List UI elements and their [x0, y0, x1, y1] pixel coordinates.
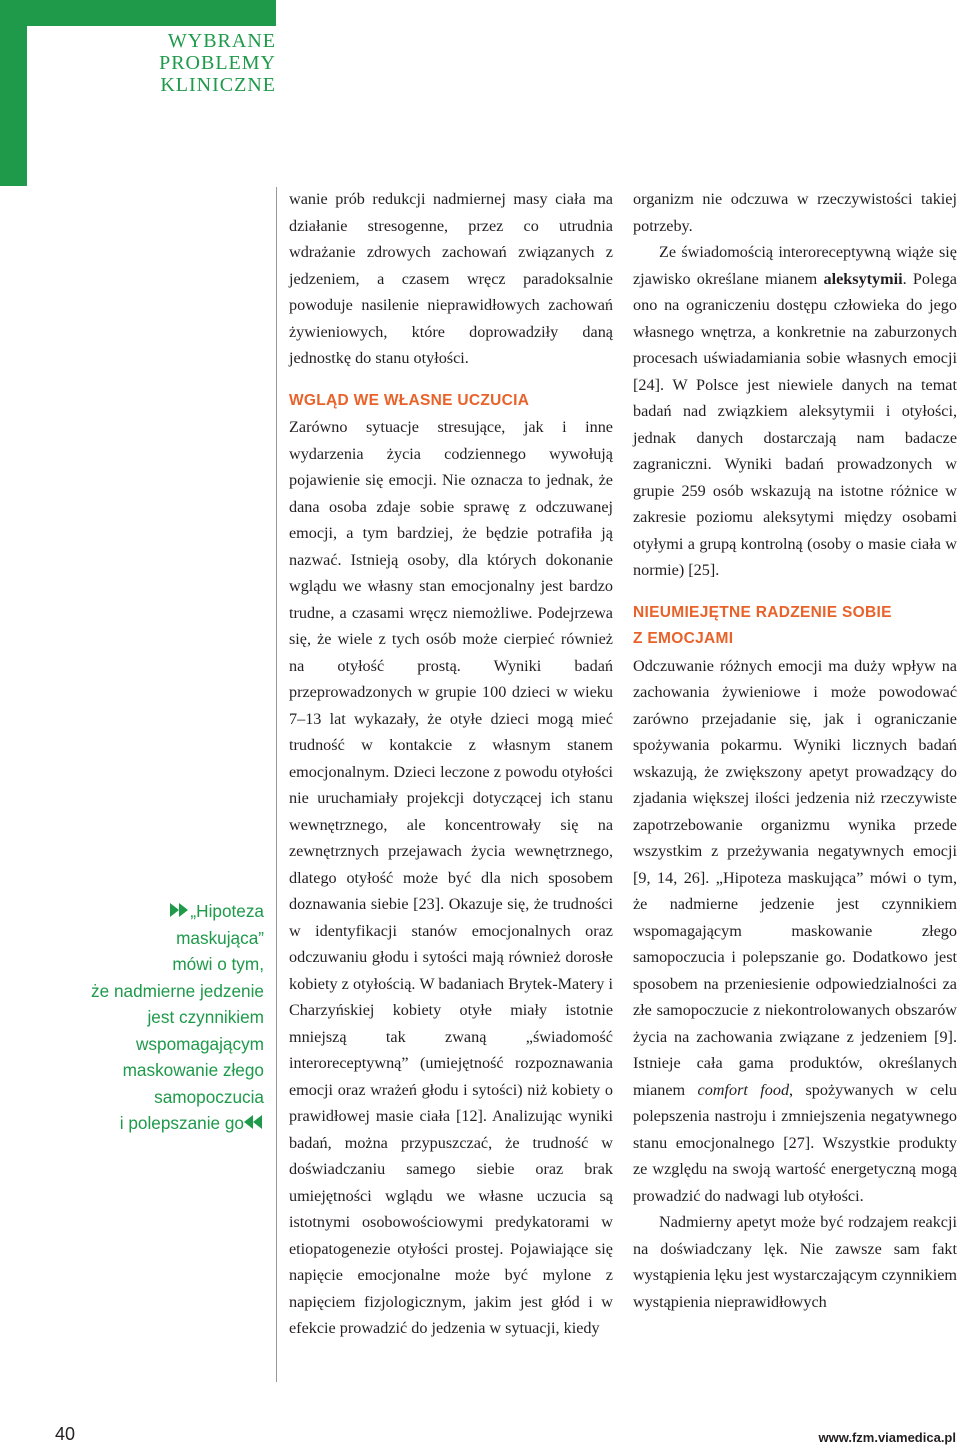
paragraph [633, 239, 957, 584]
pull-quote-line: jest czynnikiem [147, 1007, 264, 1027]
heading-line: NIEUMIEJĘTNE RADZENIE SOBIE [633, 603, 892, 621]
pull-quote-line: wspomagającym [136, 1033, 264, 1054]
footer-url: www.fzm.viamedica.pl [818, 1430, 956, 1445]
pull-quote-line: mówi o tym, [172, 954, 264, 974]
page-number: 40 [55, 1424, 76, 1444]
paragraph: Zarówno sytuacje stresujące, jak i inne wydarzenia życia codziennego wywołują pojawienie się emocji. Nie oznacza to jednak, że dana osoba zdaje sobie sprawę z odczuwanej emocji, a tym bardziej, że będzie potrafiła ją nazwać. Istnieją osoby, dla których dokonanie wglądu we własny stan emocjonalny jest bardzo trudne, a czasami wręcz niemożliwe. Podejrzewa się, że wiele z tych osób może cierpieć również na otyłość prostą. Wyniki badań przeprowadzonych w grupie 100 dzieci w wieku 7–13 lat wykazały, że otyłe dzieci mogą mieć trudność w kontakcie z własnym stanem emocjonalnym. Dzieci leczone z powodu otyłości nie uruchamiały projekcji dotyczącej ich stanu wewnętrznego, ale koncentrowały się na zewnętrznych przejawach życia wewnętrznego, dlatego otyłość może być dla nich sposobem doznawania siebie [23]. Okazuje się, że trudności w identyfikacji stanów emocjonalnych oraz odczuwaniu głodu i sytości mają również dorosłe kobiety z otyłością. W badaniach Brytek-Matery i Charzyńskiej kobiety otyłe miały istotnie mniejszą tak zwaną „świadomość interoreceptywną” (umiejętność rozpoznawania emocji oraz wrażeń głodu i sytości) niż kobiety o prawidłowej masie ciała [12]. Analizując wyniki badań, można przypuszczać, że trudność w doświadczaniu samego siebie oraz brak umiejętności wglądu we własne uczucia są istotnymi osobowościowymi predykatorami w etiopatogenezie otyłości prostej. Pojawiające się napięcie emocjonalne może być mylone z napięciem fizjologicznym, jakim jest głód i w efekcie prowadzić do jedzenia w sytuacji, kiedy [289, 418, 613, 1337]
paragraph: organizm nie odczuwa w rzeczywistości takiej potrzeby. [633, 190, 957, 235]
text-column-right [633, 186, 957, 1315]
green-side-bar [0, 0, 27, 186]
heading-line: Z EMOCJAMI [633, 630, 734, 647]
paragraph: Nadmierny apetyt może być rodzajem reakcji na doświadczany lęk. Nie zawsze sam fakt wystąpienia lęku jest wystarczającym czynnikiem wystąpienia nieprawidłowych [633, 1213, 957, 1311]
text-column-left [289, 186, 613, 1342]
pull-quote-line: maskowanie złego [122, 1060, 264, 1080]
paragraph [633, 653, 957, 1210]
pull-quote-line: i polepszanie go [119, 1113, 244, 1133]
bold-term: aleksytymii [823, 269, 903, 288]
paragraph: wanie prób redukcji nadmiernej masy ciała ma działanie stresogenne, przez co utrudnia wdrażanie zdrowych zachowań związanych z jedzeniem, a czasem wręcz paradoksalnie powoduje nasilenie nieprawidłowych zachowań żywieniowych, które doprowadziły daną jednostkę do stanu otyłości. [289, 190, 613, 367]
text-run: Ze świadomością interoreceptywną wiąże się zjawisko określane mianem [633, 243, 957, 288]
text-run: Odczuwanie różnych emocji ma duży wpływ na zachowania żywieniowe i może powodować zarówno przejadanie się, jak i ograniczanie spożywania pokarmu. Wyniki licznych badań wskazują, że zwiększony apetyt prowadzący do zjadania większej ilości jedzenia niż rzeczywiste zapotrzebowanie organizmu wynika przede wszystkim z przeżywania negatywnych emocji [9, 14, 26]. „Hipoteza maskująca” mówi o tym, że nadmierne jedzenie jest czynnikiem wspomagającym maskowanie złego samopoczucia i polepszanie go. Dodatkowo jest sposobem na przeniesienie odpowiedzialności za złe samopoczucie z niekontrolowanych obszarów życia na zachowania związane z jedzeniem [9]. Istnieje cała gama produktów, określanych mianem [633, 656, 957, 1099]
double-arrow-right-icon [170, 898, 188, 925]
pull-quote-line: Hipoteza [196, 901, 264, 921]
pull-quote-open-mark: „ [190, 901, 197, 921]
pull-quote-line: że nadmierne jedzenie [91, 980, 264, 1001]
double-arrow-left-icon [244, 1110, 262, 1137]
text-run: , spożywanych w celu polepszenia nastroju i zmniejszenia negatywnego stanu emocjonalnego [27]. Wszystkie produkty ze względu na swoją wartość energetyczną mogą prowadzić do nadwagi lub otyłości. [633, 1080, 957, 1205]
section-heading: WGLĄD WE WŁASNE UCZUCIA [289, 391, 530, 409]
text-run: . Polega ono na ograniczeniu dostępu człowieka do jego własnego wnętrza, a konkretnie na zaburzonych procesach uświadamiania sobie własnych emocji [24]. W Polsce jest niewiele danych na temat badań nad związkiem aleksytymii i otyłości, jednak danych dostarczają nam badacze zagraniczni. Wyniki badań prowadzonych w grupie 259 osób wskazują na istotne różnice w zakresie poziomu aleksytymi między osobami otyłymi a grupą kontrolną (osoby o masie ciała w normie) [25]. [633, 269, 957, 579]
section-title [159, 30, 276, 96]
pull-quote [34, 898, 264, 1137]
column-divider [276, 187, 277, 1382]
pull-quote-line: samopoczucia [154, 1086, 264, 1107]
section-title-line: WYBRANE [167, 30, 276, 52]
pull-quote-line: maskująca” [176, 927, 264, 948]
green-top-bar [27, 0, 276, 26]
section-title-line: PROBLEMY [159, 52, 276, 74]
italic-term: comfort food [697, 1080, 790, 1099]
section-title-line: KLINICZNE [160, 74, 276, 96]
section-heading [633, 600, 957, 653]
